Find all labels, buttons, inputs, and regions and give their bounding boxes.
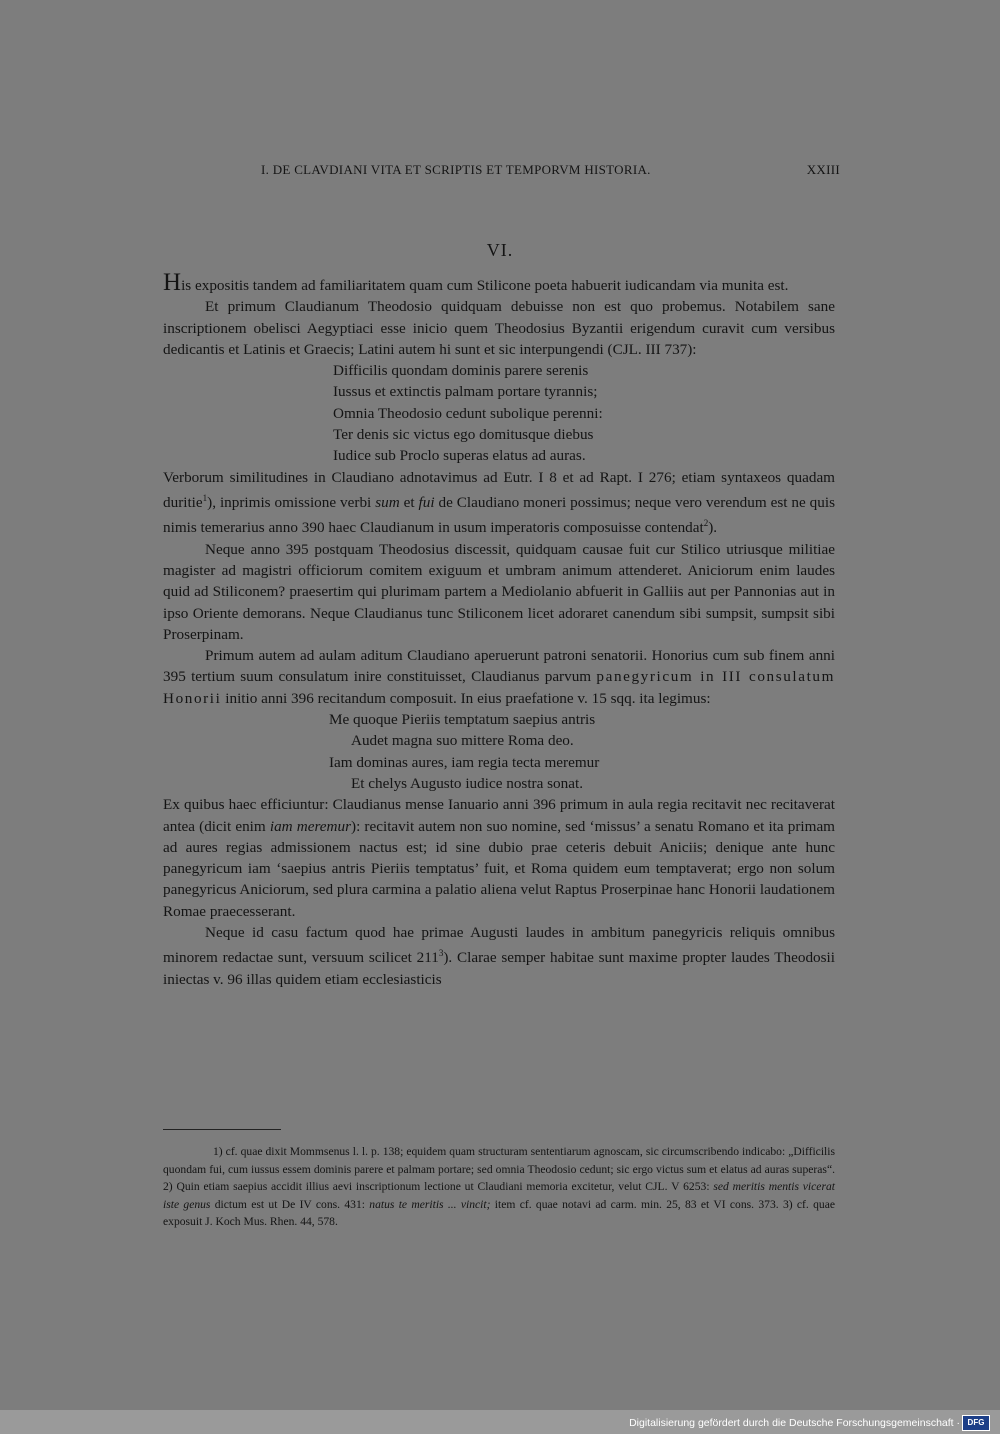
paragraph-5 (163, 645, 835, 709)
italic-word: fui (418, 494, 435, 512)
italic-phrase: iam meremur (269, 817, 352, 835)
paragraph-3 (163, 467, 835, 539)
dfg-logo: DFG (962, 1415, 990, 1431)
footnote-2 (163, 1180, 835, 1211)
italic-phrase: natus te meritis ... vincit; (369, 1197, 491, 1211)
italic-phrase: sed meritis mentis vicerat iste genus (163, 1180, 835, 1211)
text-run: item cf. quae notavi ad carm. min. 25, 83 et VI cons. 373. (490, 1197, 779, 1211)
spaced-title: panegyricum in III consulatum Honorii (163, 668, 836, 707)
footnote-ref-1: 1 (202, 492, 208, 503)
footnote-1: 1) cf. quae dixit Mommsenus l. l. p. 138; equidem quam structuram sententiarum agnoscam, sic circumscribendo indicabo: „Difficilis quondam fui, cum iussus essem dominis parere et palmam portare; sed omnia Theodosio cedunt; sic ergo victus sum et elatus ad auras superas“. (163, 1145, 835, 1176)
text-run: 2) Quin etiam saepius accidit illius aevi inscriptionum lectione ut Claudiani memoria excitetur, velut CJL. V 6253: (163, 1180, 714, 1193)
italic-word: sum (375, 494, 400, 512)
verse-line: Omnia Theodosio cedunt subolique perenni: (333, 404, 603, 422)
page-number: XXIII (806, 162, 840, 177)
text-run: ). Clarae semper habitae sunt maxime propter laudes Theodosii iniectas v. 96 illas quidem etiam ecclesiasticis (163, 949, 835, 988)
verse-line: Iussus et extinctis palmam portare tyrannis; (333, 383, 598, 401)
verse-line: Me quoque Pieriis temptatum saepius antris (329, 711, 596, 729)
text-run: et (399, 494, 419, 512)
running-head-title: I. DE CLAVDIANI VITA ET SCRIPTIS ET TEMPORVM HISTORIA. (261, 162, 651, 177)
initial-letter: H (163, 269, 182, 296)
main-text (163, 269, 836, 990)
footnote-block (163, 1143, 835, 1231)
paragraph-2: Et primum Claudianum Theodosio quidquam debuisse non est quo probemus. Notabilem sane inscriptionem obelisci Aegyptiaci esse inicio quem Theodosius Byzantii erigendum curavit cum versibus dedicantis et Latinis et Graecis; Latini autem hi sunt et sic interpungendi (CJL. III 737): (163, 298, 835, 358)
text-run: ): recitavit autem non suo nomine, sed ‘missus’ a senatu Romano et ita primam ad aures regias admissionem nactus est; id sine dubio prae ceteris debuit Aniciis; denique ante hunc panegyricum iam ‘saepius antris Pieriis temptatus’ fuit, et Roma quidem eum temptaverat; ergo non solum panegyricus Aniciorum, sed plura carmina a palatio aliena velut Raptus Proserpinae hanc Honorii laudationem Romae praecesserant. (163, 817, 835, 920)
text-run: Ex quibus haec efficiuntur: Claudianus mense Ianuario anni 396 primum in aula regia recitavit nec recitaverat antea (dicit enim (163, 796, 835, 835)
text-run: Primum autem ad aulam aditum Claudiano aperuerunt patroni senatorii. Honorius cum sub finem anni 395 tertium suum consulatum inire constituisset, Claudianus parvum (163, 647, 835, 686)
paragraph-1 (163, 269, 835, 296)
text-run: initio anni 396 recitandum composuit. In eius praefatione v. 15 sqq. ita legimus: (221, 689, 711, 707)
verse-line: Ter denis sic victus ego domitusque diebus (333, 426, 594, 444)
footnote-ref-3: 3 (438, 948, 444, 959)
text-run: de Claudiano moneri possimus; neque vero verendum est ne quis nimis temerarius anno 390 haec Claudianum in usum imperatoris composuisse contendat (163, 494, 835, 537)
verse-line: Difficilis quondam dominis parere serenis (333, 362, 589, 380)
paragraph-7 (163, 922, 835, 990)
text-run: dictum est ut De IV cons. 431: (210, 1197, 370, 1211)
praefatio-verses (163, 709, 835, 794)
paragraph-1-text: is expositis tandem ad familiaritatem quam cum Stilicone poeta habuerit iudicandam via munita est. (181, 277, 789, 294)
footnotes (163, 1143, 835, 1231)
text-run: ), inprimis omissione verbi (207, 494, 376, 512)
footnote-ref-2: 2 (703, 518, 709, 529)
text-run: Verborum similitudines in Claudiano adnotavimus ad Eutr. I 8 et ad Rapt. I 276; etiam syntaxeos quadam duritie (163, 468, 835, 512)
footnote-rule (163, 1129, 281, 1130)
inscription-verses (163, 360, 835, 466)
text-run: Neque id casu factum quod hae primae Augusti laudes in ambitum panegyricis reliquis omnibus minorem redactae sunt, versuum scilicet 211 (163, 924, 835, 967)
text-run: ). (708, 519, 718, 537)
section-heading: VI. (486, 240, 514, 260)
verse-line: Audet magna suo mittere Roma deo. (351, 732, 574, 750)
paragraph-4: Neque anno 395 postquam Theodosius discessit, quidquam causae fuit cur Stilico utriusque militiae magister ad magistri officiorum comitem exiguum et umbram animum attenderet. Aniciorum enim laudes quid ad Stiliconem? praesertim qui plurimam partem a Mediolanio abfuerit in Galliis aut per Pannonias aut in ipso Oriente demorans. Neque Claudianus tunc Stiliconem licet adoraret canendum sibi sumpsit, sumpsit sibi Proserpinam. (163, 540, 835, 643)
verse-line: Et chelys Augusto iudice nostra sonat. (351, 774, 583, 792)
funding-credit: Digitalisierung gefördert durch die Deutsche Forschungsgemeinschaft · (629, 1417, 960, 1429)
verse-line: Iam dominas aures, iam regia tecta meremur (329, 753, 600, 771)
verse-line: Iudice sub Proclo superas elatus ad auras. (333, 447, 586, 465)
paragraph-6 (163, 794, 835, 922)
footnote-3: 3) cf. quae exposuit J. Koch Mus. Rhen. 44, 578. (163, 1197, 836, 1228)
